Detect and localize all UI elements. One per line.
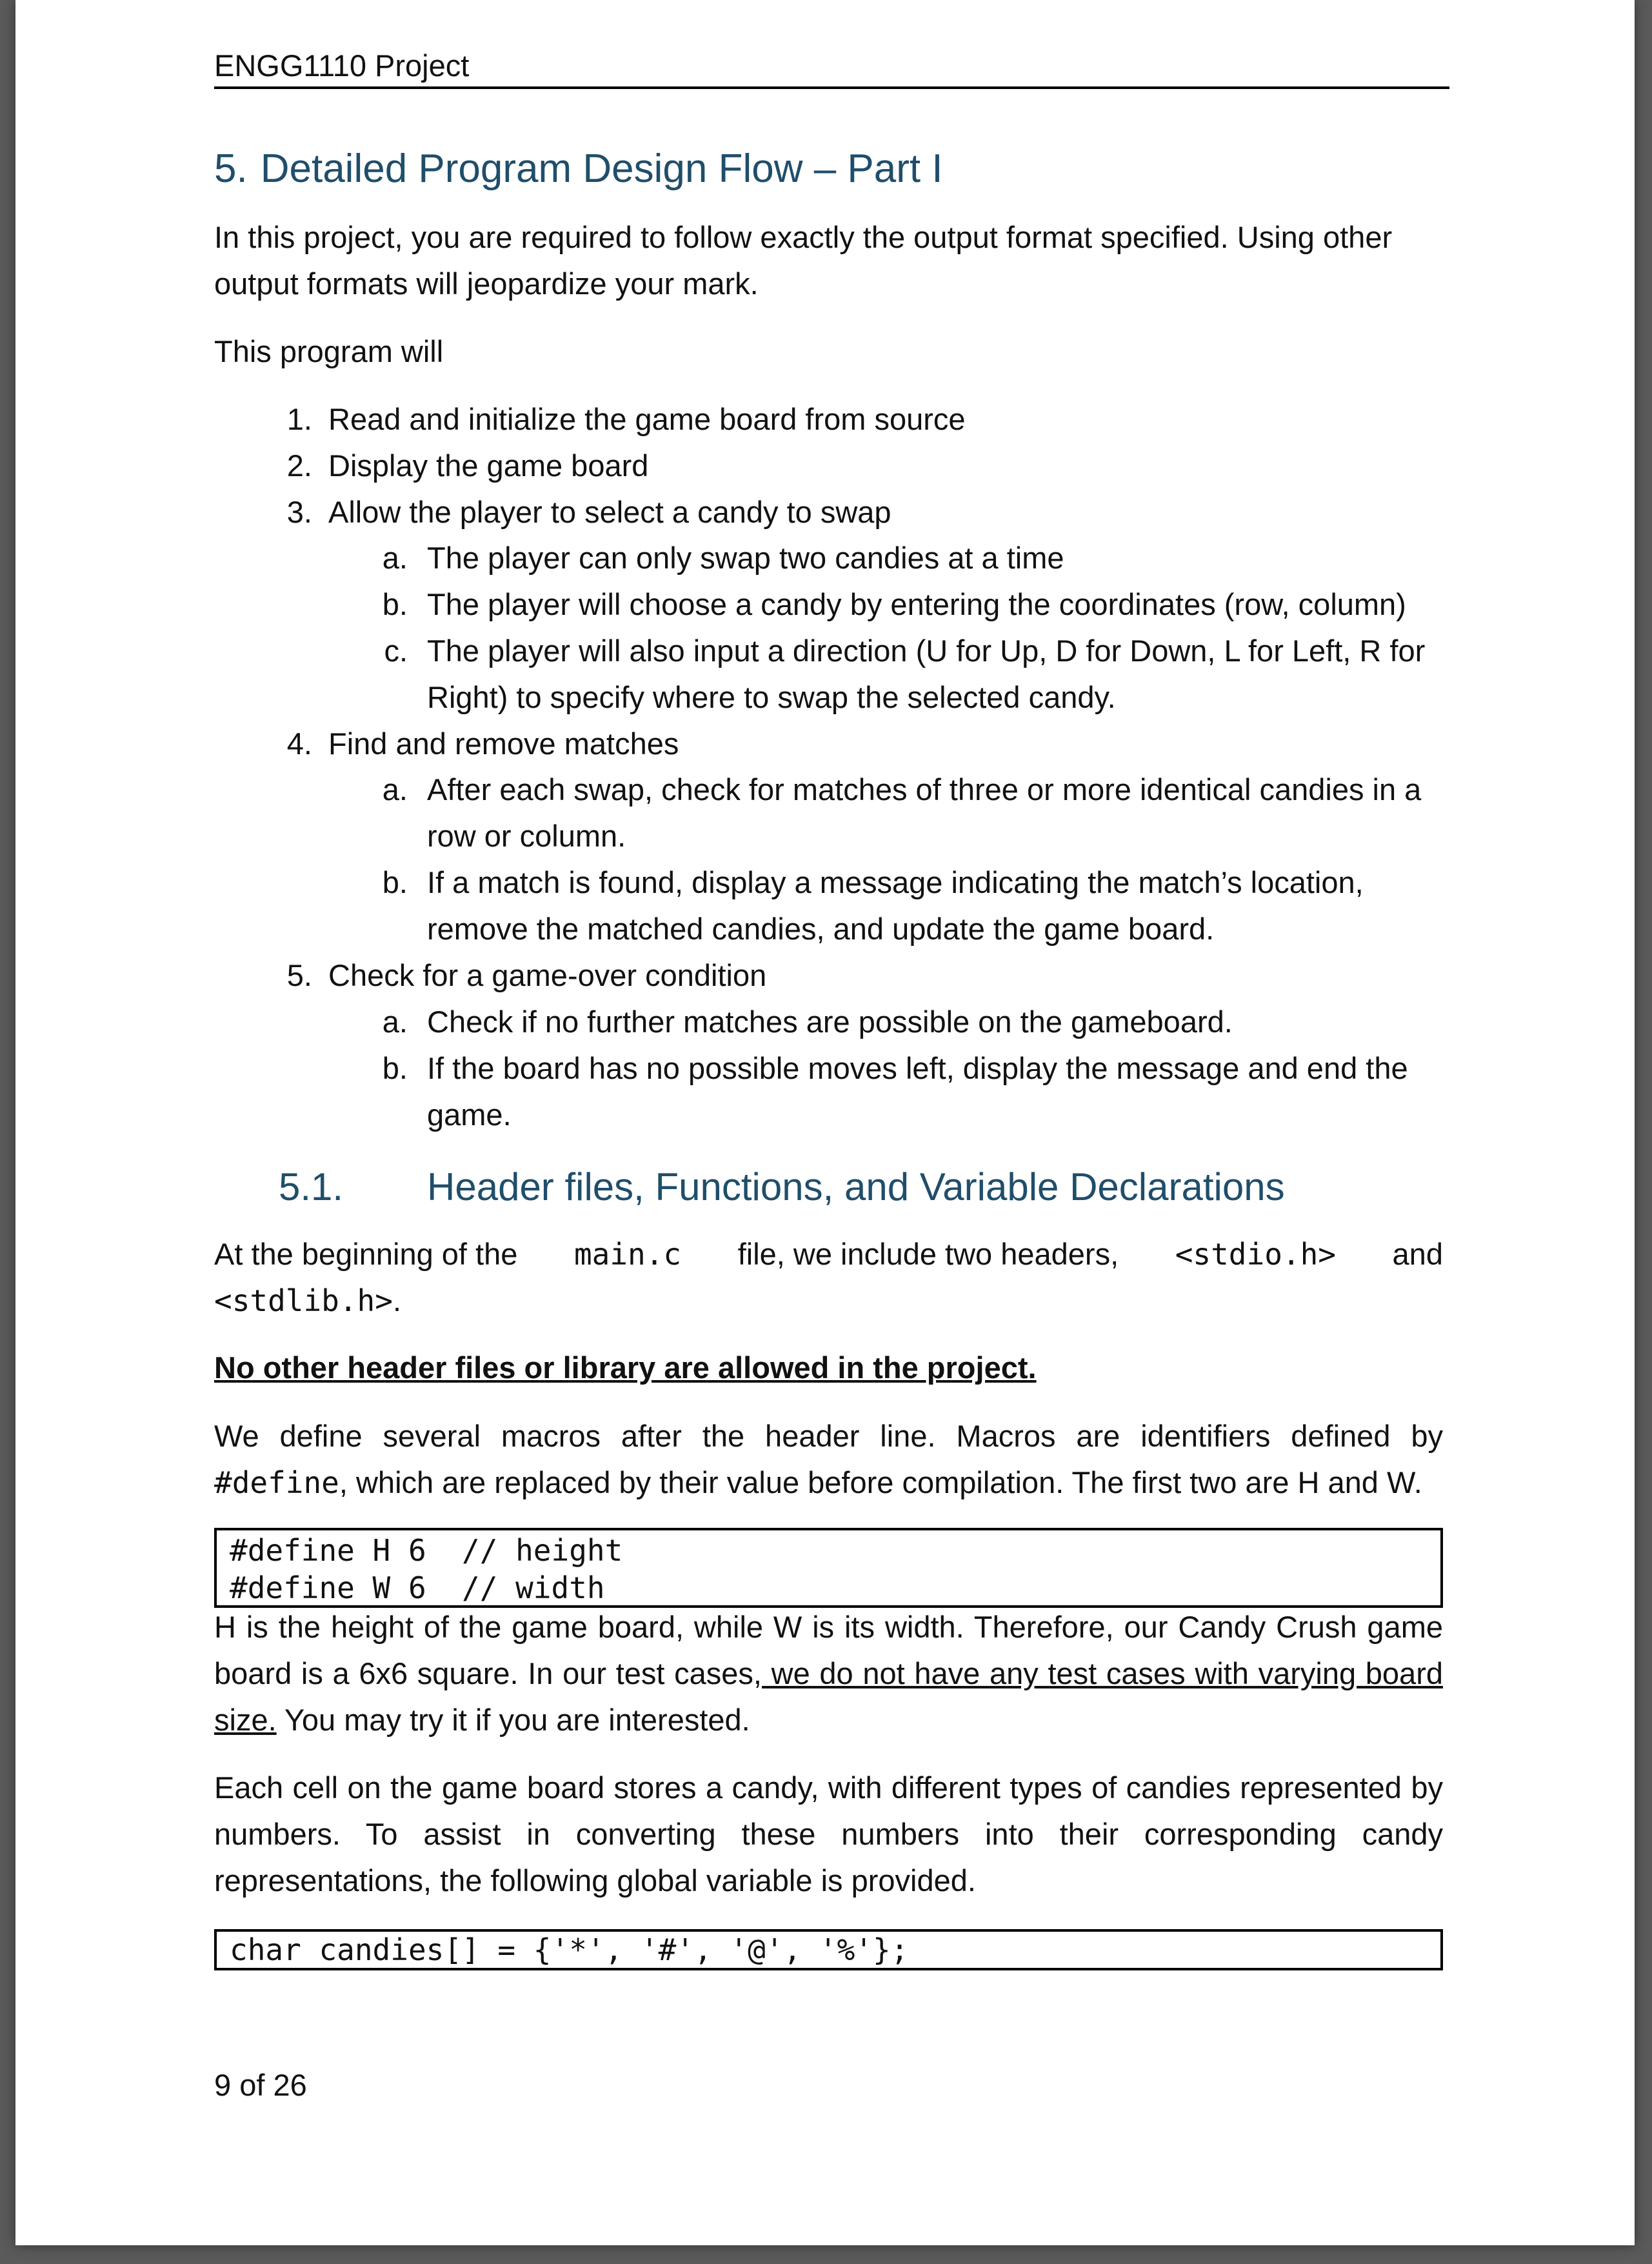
board-size-paragraph: H is the height of the game board, while W is its width. Therefore, our Candy Crush game board is a 6x6 square. In our test cases, we do not have any test cases with varying board size. You may try it if you are interested. xyxy=(214,1610,1443,1737)
code-block-defines: #define H 6 // height #define W 6 // width xyxy=(214,1528,1443,1608)
subsection-heading xyxy=(214,1161,1449,1213)
page-number: 9 of 26 xyxy=(214,2068,307,2102)
intro-paragraph: In this project, you are required to follow exactly the output format specified. Using other output formats will jeopardize your mark. xyxy=(214,220,1393,301)
headers-paragraph: At the beginning of the main.c file, we include two headers, <stdio.h> and <stdlib.h>. xyxy=(214,1237,1443,1318)
subsection-title: Header files, Functions, and Variable Declarations xyxy=(427,1165,1285,1208)
running-header: ENGG1110 Project xyxy=(214,45,1449,89)
section-heading xyxy=(214,143,943,195)
lead-paragraph: This program will xyxy=(214,334,444,368)
subsection-number: 5.1. xyxy=(279,1165,344,1208)
code-block-candies: char candies[] = {'*', '#', '@', '%'}; xyxy=(214,1929,1443,1970)
candies-paragraph: Each cell on the game board stores a candy, with different types of candies represented by numbers. To assist in converting these numbers into their corresponding candy representations, the following global variable is provided. xyxy=(214,1770,1443,1898)
section-title: Detailed Program Design Flow – Part I xyxy=(260,146,943,191)
header-rule-notice: No other header files or library are allowed in the project. xyxy=(214,1350,1037,1385)
document-page: ENGG1110 Project 5. Detailed Program Design Flow – Part I In this project, you are required to follow exactly the output format specified. Using other output formats will jeopardize your mark. This program will 1. Read and initialize the game board from source 2. Display the game board 3. Allow the player to select a candy to swap a. The player can only swap two candies at a time b. The player will choose a candy by entering the coordinates (row, column) c. The player will also input a direction (U for Up, D for Down, L for Left, R for Right) to specify where to swap the selected candy. 4. Find and remove matches a. After each swap, check for matches of three or more identical candies in a row or column. b. If a match is found, display a message indicating the match’s location, remove the matched candies, and update the game board. 5. Check for a game-over condition a. Check if no further matches are possible on the gameboard. b. If the board has no possible moves left, display the message and end the game. 5.1. Header files, Functions, and Variable Declarations At the beginning of the main.c file, we include two headers, <stdio.h> and <stdlib.h>. No other header files or library are allowed in the project. We define several macros after the header line. Macros are identifiers defined by #define, which are replaced by their value before compilation. The first two are H and W. #define H 6 // height #define W 6 // width H is the height of the game board, while W is its width. Therefore, our Candy Crush game board is a 6x6 square. In our test cases, we do not have any test cases with varying board size. You may try it if you are interested. Each cell on the game board stores a candy, with different types of candies represented by numbers. To assist in converting these numbers into their corresponding candy representations, the following global variable is provided. char candies[] = {'*', '#', '@', '%'}; 9 of 26 xyxy=(15,0,1635,2245)
macros-paragraph: We define several macros after the header line. Macros are identifiers defined by #define, which are replaced by their value before compilation. The first two are H and W. xyxy=(214,1419,1443,1500)
section-number: 5. xyxy=(214,146,248,191)
